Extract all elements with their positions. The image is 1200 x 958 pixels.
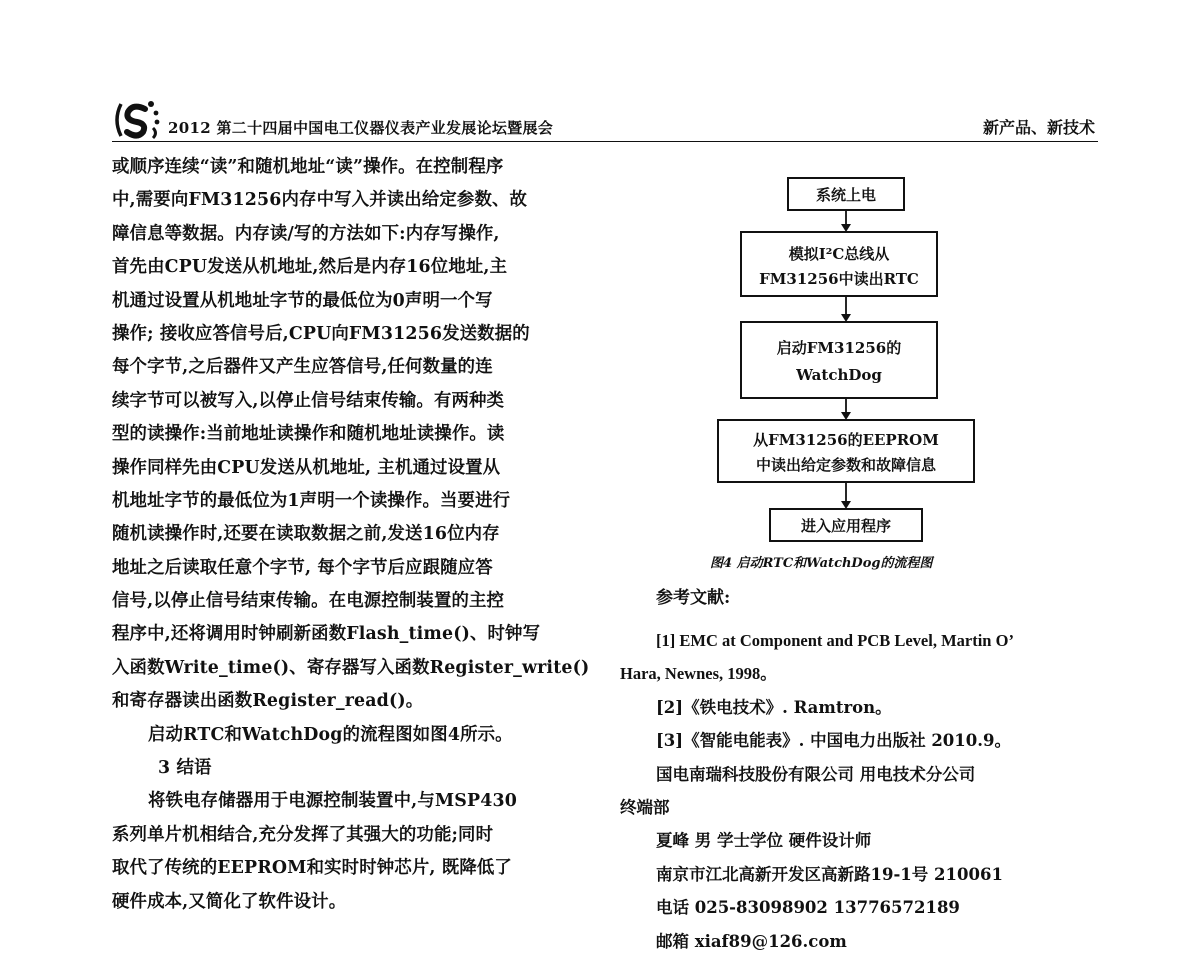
conference-title: 2012 第二十四届中国电工仪器仪表产业发展论坛暨展会 (168, 119, 554, 137)
reference-item: [2]《铁电技术》. Ramtron。 (656, 697, 892, 717)
flow-step-label: 中读出给定参数和故障信息 (755, 456, 937, 474)
text-line: 机通过设置从机地址字节的最低位为0声明一个写 (112, 290, 493, 311)
text-line: 将铁电存储器用于电源控制装置中,与MSP430 (148, 791, 517, 812)
flow-step-label: FM31256中读出RTC (759, 270, 919, 288)
text-line: 操作; 接收应答信号后,CPU向FM31256发送数据的 (112, 323, 530, 344)
text-line: 地址之后读取任意个字节, 每个字节后应跟随应答 (112, 557, 493, 578)
reference-list (620, 624, 1100, 958)
flow-step-label: WatchDog (796, 366, 882, 384)
text-line: 信号,以停止信号结束传输。在电源控制装置的主控 (112, 591, 505, 612)
author-phone: 电话 025-83098902 13776572189 (656, 898, 960, 918)
arrow-down-icon (841, 412, 851, 420)
flow-step-label: 系统上电 (815, 186, 877, 204)
reference-item: [3]《智能电能表》. 中国电力出版社 2010.9。 (656, 731, 1011, 751)
reference-item: [1] EMC at Component and PCB Level, Martin O’ (656, 631, 1014, 650)
arrow-down-icon (841, 501, 851, 509)
arrow-down-icon (841, 224, 851, 232)
text-line: 型的读操作:当前地址读操作和随机地址读操作。读 (112, 424, 505, 445)
text-line: 和寄存器读出函数Register_read()。 (112, 691, 424, 712)
author-affiliation: 国电南瑞科技股份有限公司 用电技术分公司 (656, 764, 976, 784)
flow-step-label: 进入应用程序 (800, 517, 892, 535)
text-line: 障信息等数据。内存读/写的方法如下:内存写操作, (112, 223, 500, 244)
flow-step-label: 模拟I²C总线从 (788, 245, 890, 263)
text-line: 硬件成本,又简化了软件设计。 (112, 891, 347, 912)
author-name: 夏峰 男 学士学位 硬件设计师 (656, 831, 872, 851)
text-line: 中,需要向FM31256内存中写入并读出给定参数、故 (112, 190, 528, 211)
text-line: 系列单片机相结合,充分发挥了其强大的功能;同时 (112, 824, 494, 845)
text-line: 入函数Write_time()、寄存器写入函数Register_write() (112, 657, 590, 678)
text-line: 机地址字节的最低位为1声明一个读操作。当要进行 (112, 490, 511, 511)
text-line: 随机读操作时,还要在读取数据之前,发送16位内存 (112, 524, 500, 545)
arrow-down-icon (841, 314, 851, 322)
author-affiliation-continued: 终端部 (620, 797, 670, 817)
author-email: 邮箱 xiaf89@126.com (656, 931, 847, 951)
text-line: 或顺序连续“读”和随机地址“读”操作。在控制程序 (112, 157, 504, 177)
section-heading: 3 结语 (158, 758, 212, 779)
text-line: 每个字节,之后器件又产生应答信号,任何数量的连 (112, 357, 493, 378)
flow-step-label: 启动FM31256的 (776, 339, 902, 357)
section-label: 新产品、新技术 (982, 118, 1095, 137)
text-line: 取代了传统的EEPROM和实时时钟芯片, 既降低了 (112, 858, 512, 879)
text-line: 操作同样先由CPU发送从机地址, 主机通过设置从 (112, 457, 501, 478)
figure-reference-text: 启动RTC和WatchDog的流程图如图4所示。 (148, 724, 513, 745)
text-line: 续字节可以被写入,以停止信号结束传输。有两种类 (112, 390, 505, 411)
author-address: 南京市江北高新开发区高新路19-1号 210061 (656, 864, 1003, 884)
references-heading: 参考文献: (656, 588, 731, 608)
flow-step-start-watchdog (741, 322, 937, 398)
reference-item-continued: Hara, Newnes, 1998。 (620, 664, 777, 684)
flow-step-label: 从FM31256的EEPROM (753, 431, 939, 449)
text-line: 程序中,还将调用时钟刷新函数Flash_time()、时钟写 (112, 624, 541, 645)
text-line: 首先由CPU发送从机地址,然后是内存16位地址,主 (112, 257, 508, 278)
figure-caption: 图4 启动RTC和WatchDog的流程图 (710, 556, 933, 571)
